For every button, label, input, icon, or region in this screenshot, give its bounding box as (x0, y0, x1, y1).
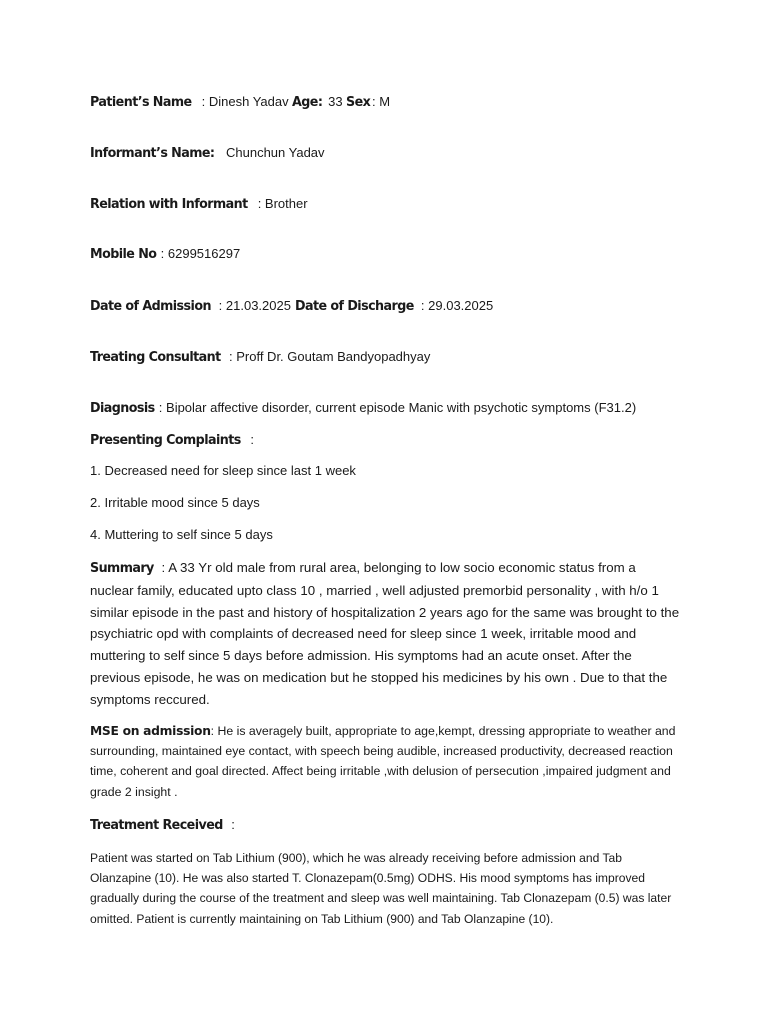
age-value: 33 (324, 94, 347, 109)
admission-date-value: : 21.03.2025 (218, 298, 295, 313)
dates-row (90, 297, 493, 315)
relation-label: Relation with Informant (90, 196, 248, 212)
consultant-label: Treating Consultant (90, 349, 221, 365)
consultant-value: : Proff Dr. Goutam Bandyopadhyay (229, 349, 431, 364)
treatment-heading: Treatment Received : (90, 817, 235, 833)
age-label: Age: (292, 94, 323, 110)
treatment-heading-label: Treatment Received (90, 817, 223, 833)
complaint-item: 2. Irritable mood since 5 days (90, 495, 260, 510)
relation-row (90, 195, 308, 213)
diagnosis-row (90, 399, 636, 417)
complaints-heading: Presenting Complaints : (90, 432, 254, 448)
patient-name-value: : Dinesh Yadav (198, 94, 293, 109)
complaint-item: 4. Muttering to self since 5 days (90, 527, 273, 542)
discharge-date-label: Date of Discharge (294, 298, 414, 314)
sex-value: : M (372, 94, 391, 109)
patient-info-row (90, 93, 390, 111)
informant-row (90, 144, 325, 162)
summary-text: : A 33 Yr old male from rural area, belonging to low socio economic status from a nuclear family, educated upto class 10 , married , well adjusted premorbid personality , with h/o 1 similar episode in the past and history of hospitalization 2 years ago for the same was brought to the psychiatric opd with complaints of decreased need for sleep since 1 week, irritable mood and muttering to self since 5 days before admission. His symptoms had an acute onset. After the previous episode, he was on medication but he stopped his medicines by his own . Due to that the symptoms reccured. (90, 560, 680, 707)
admission-date-label: Date of Admission (90, 298, 211, 314)
diagnosis-value: : Bipolar affective disorder, current episode Manic with psychotic symptoms (F31.2) (158, 400, 637, 415)
consultant-row (90, 348, 430, 366)
complaint-item: 1. Decreased need for sleep since last 1 week (90, 463, 356, 478)
diagnosis-label: Diagnosis (90, 400, 155, 416)
summary-label: Summary (90, 560, 154, 576)
mse-label: MSE on admission (90, 724, 211, 738)
mobile-label: Mobile No (90, 246, 157, 262)
discharge-date-value: : 29.03.2025 (420, 298, 494, 313)
mobile-value: : 6299516297 (160, 246, 241, 261)
sex-label: Sex (346, 94, 371, 110)
summary-paragraph (90, 557, 680, 711)
patient-name-label: Patient’s Name (90, 94, 192, 110)
mse-text: : He is averagely built, appropriate to age,kempt, dressing appropriate to weather and surrounding, maintained eye contact, with speech being audible, increased productivity, decreased reaction time, coherent and goal directed. Affect being irritable ,with delusion of persecution ,impaired judgment and grade 2 insight . (90, 724, 676, 799)
treatment-paragraph: Patient was started on Tab Lithium (900), which he was already receiving before admission and Tab Olanzapine (10). He was also started T. Clonazepam(0.5mg) ODHS. His mood symptoms has improved gradually during the course of the treatment and sleep was well maintaining. Tab Clonazepam (0.5) was later omitted. Patient is currently maintaining on Tab Lithium (900) and Tab Olanzapine (10). (90, 851, 672, 926)
mobile-row (90, 245, 240, 263)
mse-paragraph (90, 721, 680, 802)
complaints-heading-label: Presenting Complaints (90, 432, 241, 448)
informant-label: Informant’s Name: (90, 145, 215, 161)
informant-value: Chunchun Yadav (222, 145, 325, 160)
relation-value: : Brother (257, 196, 308, 211)
